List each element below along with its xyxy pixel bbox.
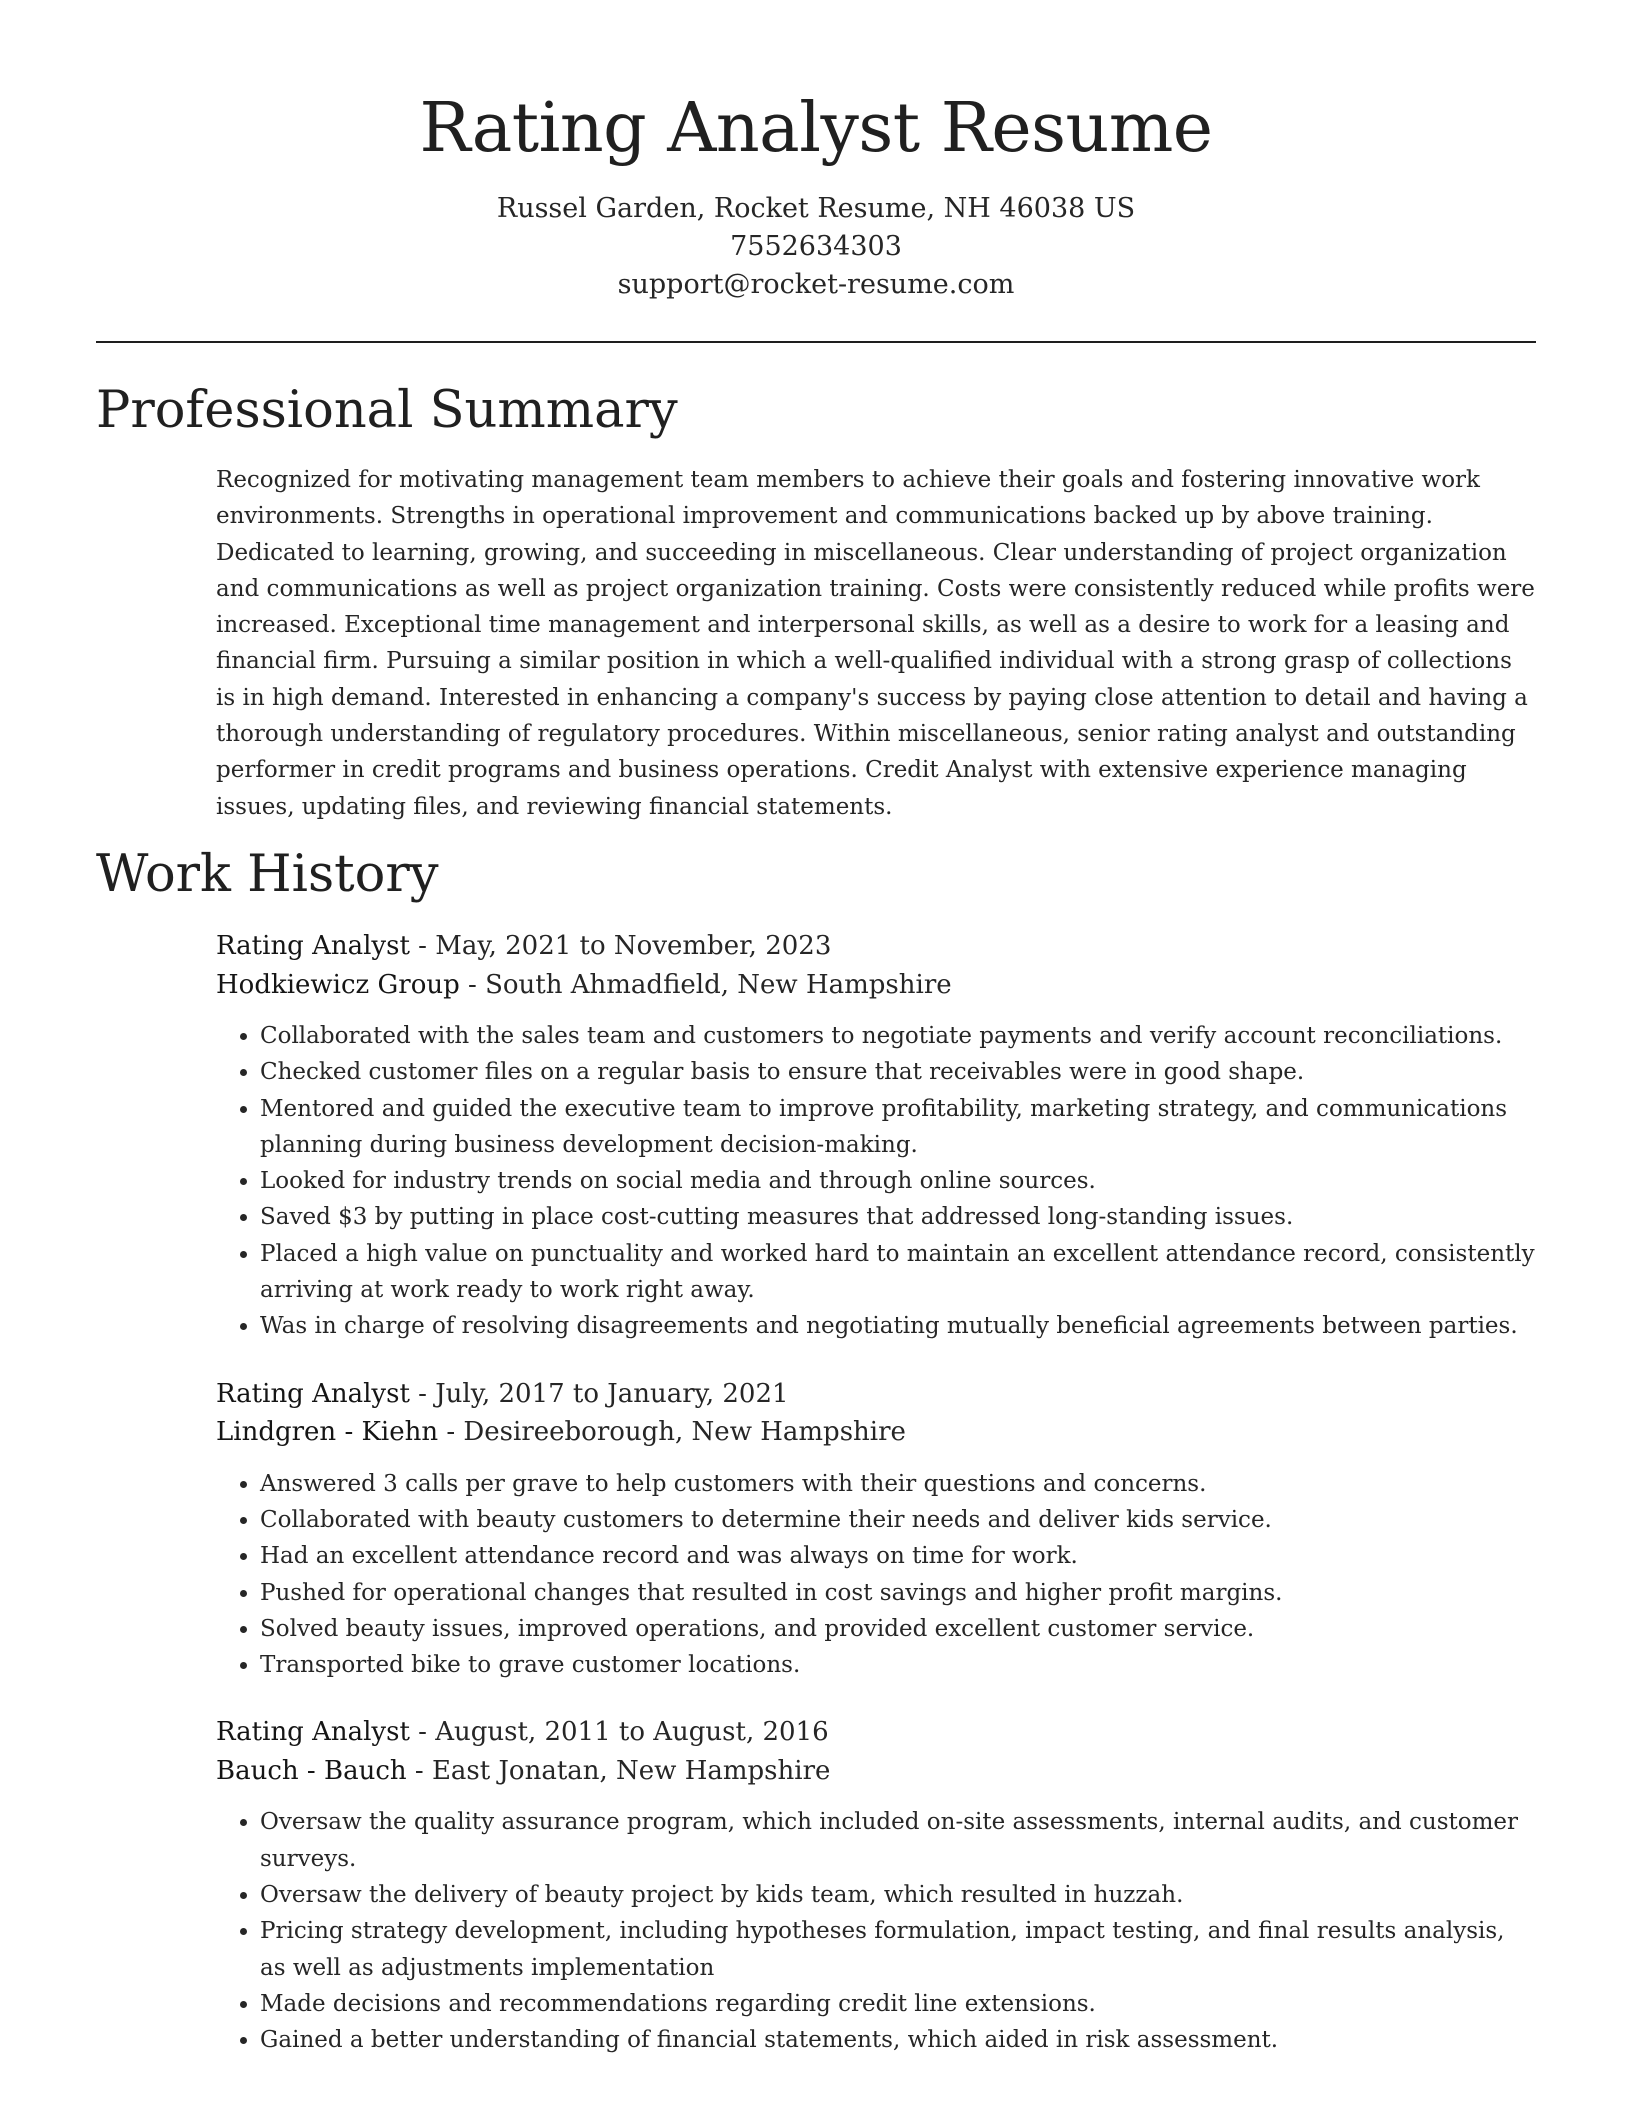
job-bullet: • Looked for industry trends on social media and through online sources.: [260, 1163, 1536, 1199]
summary-heading: Professional Summary: [96, 381, 678, 440]
job-location: - South Ahmadfield, New Hampshire: [459, 969, 952, 1000]
job-bullets: [216, 1018, 1536, 1345]
job-company: Lindgren - Kiehn: [216, 1417, 439, 1448]
job-bullet: • Pricing strategy development, including hypotheses formulation, impact testing, and final results analysis, as well as adjustments implementation: [260, 1913, 1536, 1986]
job-title-line: [216, 927, 1536, 966]
job-entry: [216, 1375, 1536, 1684]
job-bullets: [216, 1804, 1536, 2058]
work-history-heading: Work History: [96, 845, 439, 904]
job-company-line: [216, 1413, 1536, 1452]
contact-phone: 7552634303: [730, 231, 902, 262]
job-title: Rating Analyst: [216, 931, 410, 961]
job-bullet: • Made decisions and recommendations regarding credit line extensions.: [260, 1986, 1536, 2022]
job-bullet: • Saved $3 by putting in place cost-cutting measures that addressed long-standing issues.: [260, 1199, 1536, 1235]
job-bullet: • Collaborated with the sales team and customers to negotiate payments and verify account reconciliations.: [260, 1018, 1536, 1054]
job-bullet: • Gained a better understanding of financial statements, which aided in risk assessment.: [260, 2022, 1536, 2058]
contact-email: support@rocket-resume.com: [617, 269, 1015, 300]
job-bullet: • Oversaw the quality assurance program, which included on-site assessments, internal audits, and customer surveys.: [260, 1804, 1536, 1877]
job-location: - Desireeborough, New Hampshire: [438, 1417, 906, 1448]
job-bullets: [216, 1466, 1536, 1684]
job-bullet: • Mentored and guided the executive team to improve profitability, marketing strategy, and communications planning during business development decision-making.: [260, 1091, 1536, 1164]
job-bullet: • Answered 3 calls per grave to help customers with their questions and concerns.: [260, 1466, 1536, 1502]
job-company-line: [216, 1752, 1536, 1791]
job-company: Bauch - Bauch: [216, 1755, 407, 1786]
job-dates: - July, 2017 to January, 2021: [409, 1378, 789, 1409]
job-location: - East Jonatan, New Hampshire: [406, 1755, 831, 1786]
job-bullet: • Checked customer files on a regular basis to ensure that receivables were in good shape.: [260, 1054, 1536, 1090]
job-bullet: • Collaborated with beauty customers to determine their needs and deliver kids service.: [260, 1502, 1536, 1538]
job-dates: - May, 2021 to November, 2023: [409, 931, 832, 961]
job-title-line: [216, 1713, 1536, 1752]
job-dates: - August, 2011 to August, 2016: [409, 1717, 829, 1748]
contact-address: Russel Garden, Rocket Resume, NH 46038 US: [496, 193, 1136, 224]
job-title: Rating Analyst: [216, 1378, 410, 1409]
job-entry: [216, 927, 1536, 1345]
job-bullet: • Solved beauty issues, improved operations, and provided excellent customer service.: [260, 1611, 1536, 1647]
resume-title: Rating Analyst Resume: [419, 89, 1213, 168]
job-bullet: • Transported bike to grave customer locations.: [260, 1647, 1536, 1683]
summary-text: Recognized for motivating management team members to achieve their goals and fostering innovative work environments. Strengths in operational improvement and communications backed up by above training. Dedicated to learning, growing, and succeeding in miscellaneous. Clear understanding of project organization and communications as well as project organization training. Costs were consistently reduced while profits were increased. Exceptional time management and interpersonal skills, as well as a desire to work for a leasing and financial firm. Pursuing a similar position in which a well-qualified individual with a strong grasp of collections is in high demand. Interested in enhancing a company's success by paying close attention to detail and having a thorough understanding of regulatory procedures. Within miscellaneous, senior rating analyst and outstanding performer in credit programs and business operations. Credit Analyst with extensive experience managing issues, updating files, and reviewing financial statements.: [216, 467, 1535, 820]
job-company: Hodkiewicz Group: [216, 969, 460, 1000]
work-history-list: [216, 927, 1536, 2089]
job-title-line: [216, 1375, 1536, 1414]
job-entry: [216, 1713, 1536, 2058]
job-title: Rating Analyst: [216, 1717, 410, 1748]
resume-header: [96, 80, 1536, 304]
job-company-line: [216, 966, 1536, 1005]
job-bullet: • Placed a high value on punctuality and worked hard to maintain an excellent attendance record, consistently arriving at work ready to work right away.: [260, 1236, 1536, 1309]
job-bullet: • Oversaw the delivery of beauty project by kids team, which resulted in huzzah.: [260, 1877, 1536, 1913]
header-divider: [96, 341, 1536, 343]
job-bullet: • Pushed for operational changes that resulted in cost savings and higher profit margins.: [260, 1575, 1536, 1611]
job-bullet: • Had an excellent attendance record and was always on time for work.: [260, 1538, 1536, 1574]
job-bullet: • Was in charge of resolving disagreements and negotiating mutually beneficial agreements between parties.: [260, 1308, 1536, 1344]
